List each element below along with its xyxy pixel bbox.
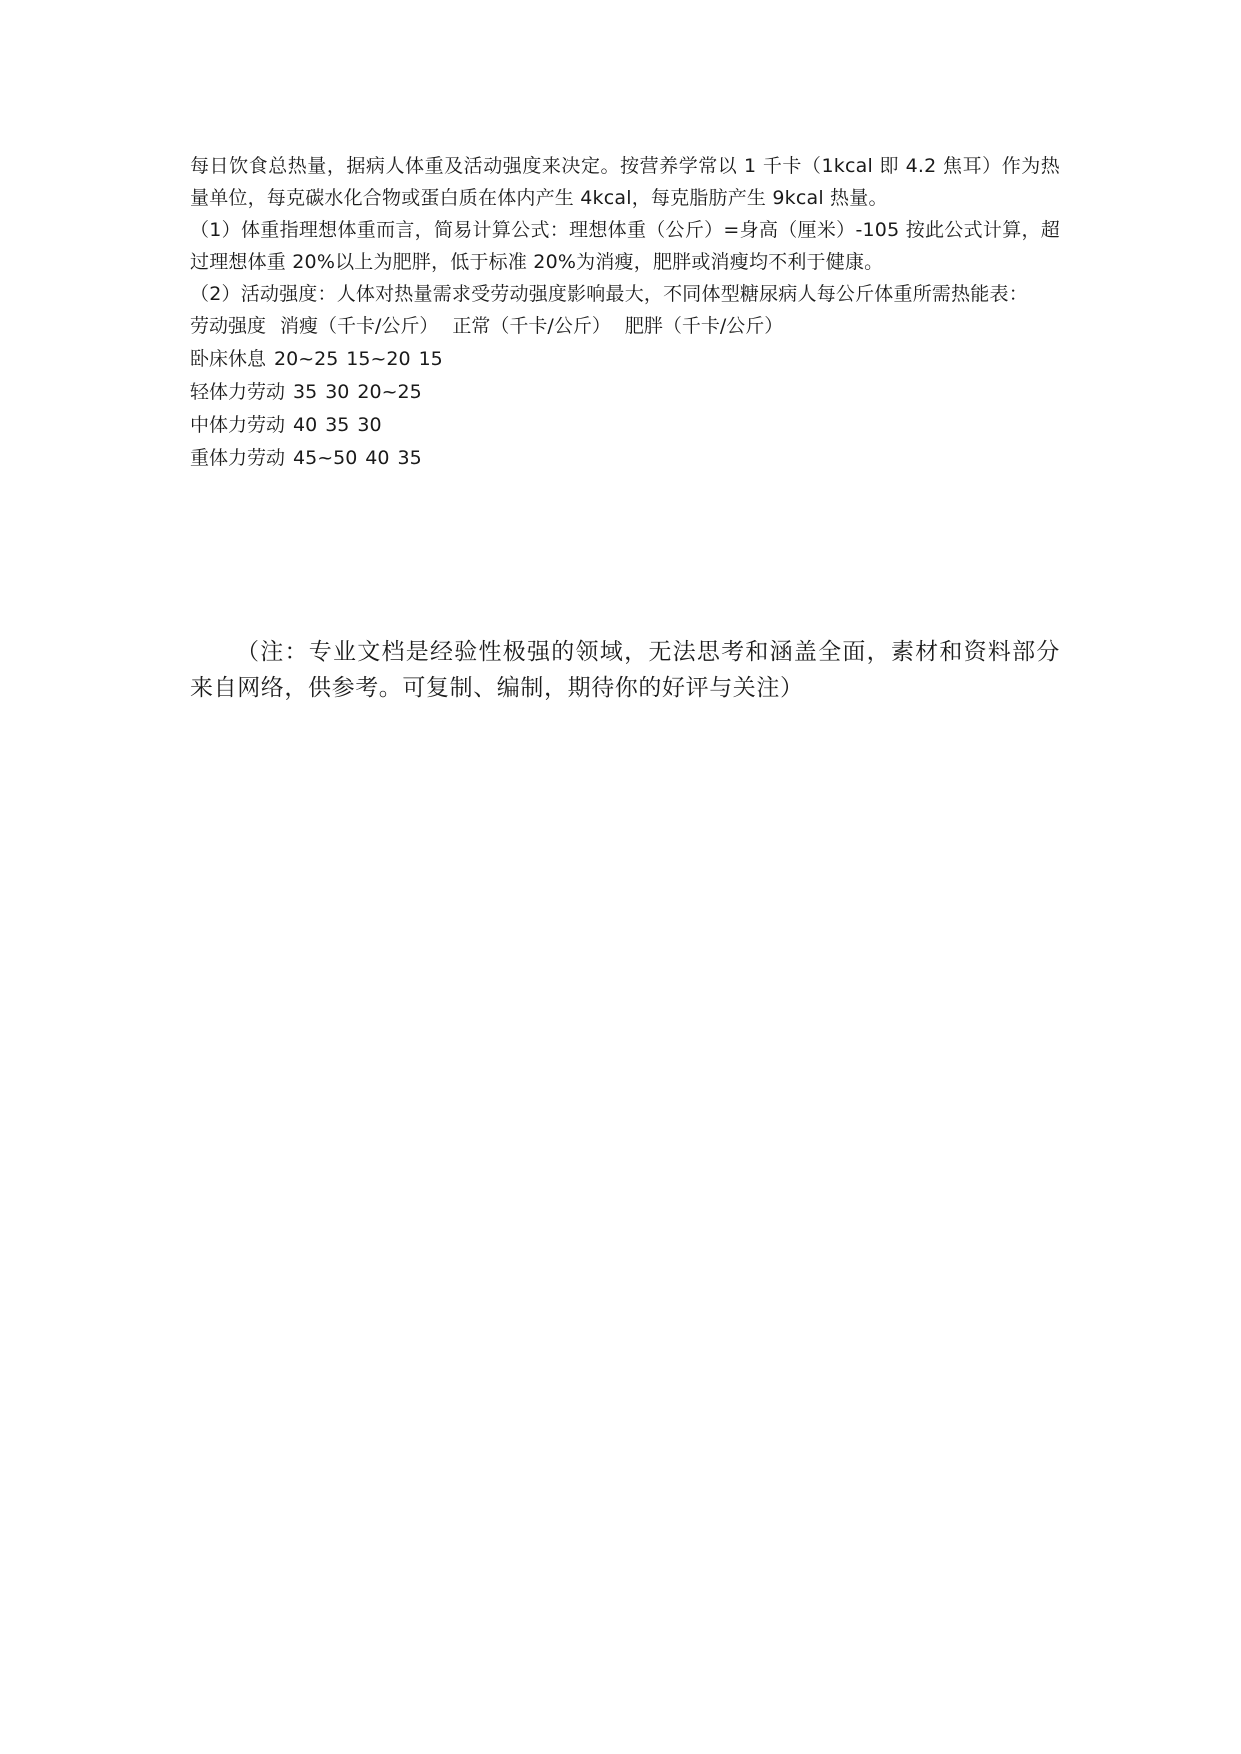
table-cell: 15~20 [346,348,411,370]
table-cell: 中体力劳动 [190,414,286,436]
table-cell: 40 [365,447,390,469]
table-cell: 35 [397,447,422,469]
table-cell: 30 [325,381,350,403]
table-cell: 20~25 [357,381,422,403]
table-cell: 卧床休息 [190,348,267,370]
table-row [190,343,1060,376]
header-cell: 正常（千卡/公斤） [452,315,611,337]
intro-paragraph: 每日饮食总热量，据病人体重及活动强度来决定。按营养学常以 1 千卡（1kcal 即 4.2 焦耳）作为热量单位，每克碳水化合物或蛋白质在体内产生 4kcal，每克脂肪产生 9kcal 热量。 [190,155,1060,209]
ideal-weight-paragraph: （1）体重指理想体重而言，简易计算公式：理想体重（公斤）=身高（厘米）-105 按此公式计算，超过理想体重 20%以上为肥胖，低于标准 20%为消瘦，肥胖或消瘦均不利于健康。 [190,219,1060,273]
table-cell: 轻体力劳动 [190,381,286,403]
calorie-table [190,310,1060,475]
document-body [190,150,1060,475]
activity-intensity-paragraph: （2）活动强度：人体对热量需求受劳动强度影响最大，不同体型糖尿病人每公斤体重所需热能表： [190,283,1028,305]
table-cell: 40 [293,414,318,436]
table-cell: 15 [418,348,443,370]
table-cell: 35 [293,381,318,403]
header-cell: 肥胖（千卡/公斤） [624,315,784,337]
table-row [190,376,1060,409]
header-cell: 消瘦（千卡/公斤） [280,315,439,337]
table-cell: 45~50 [293,447,358,469]
table-cell: 20~25 [274,348,339,370]
table-cell: 重体力劳动 [190,447,286,469]
table-cell: 35 [325,414,350,436]
disclaimer-note: （注：专业文档是经验性极强的领域，无法思考和涵盖全面，素材和资料部分来自网络，供参考。可复制、编制，期待你的好评与关注） [190,639,1060,701]
table-row [190,442,1060,475]
table-header-row [190,310,1060,343]
table-row [190,409,1060,442]
table-cell: 30 [357,414,382,436]
header-cell: 劳动强度 [190,315,267,337]
